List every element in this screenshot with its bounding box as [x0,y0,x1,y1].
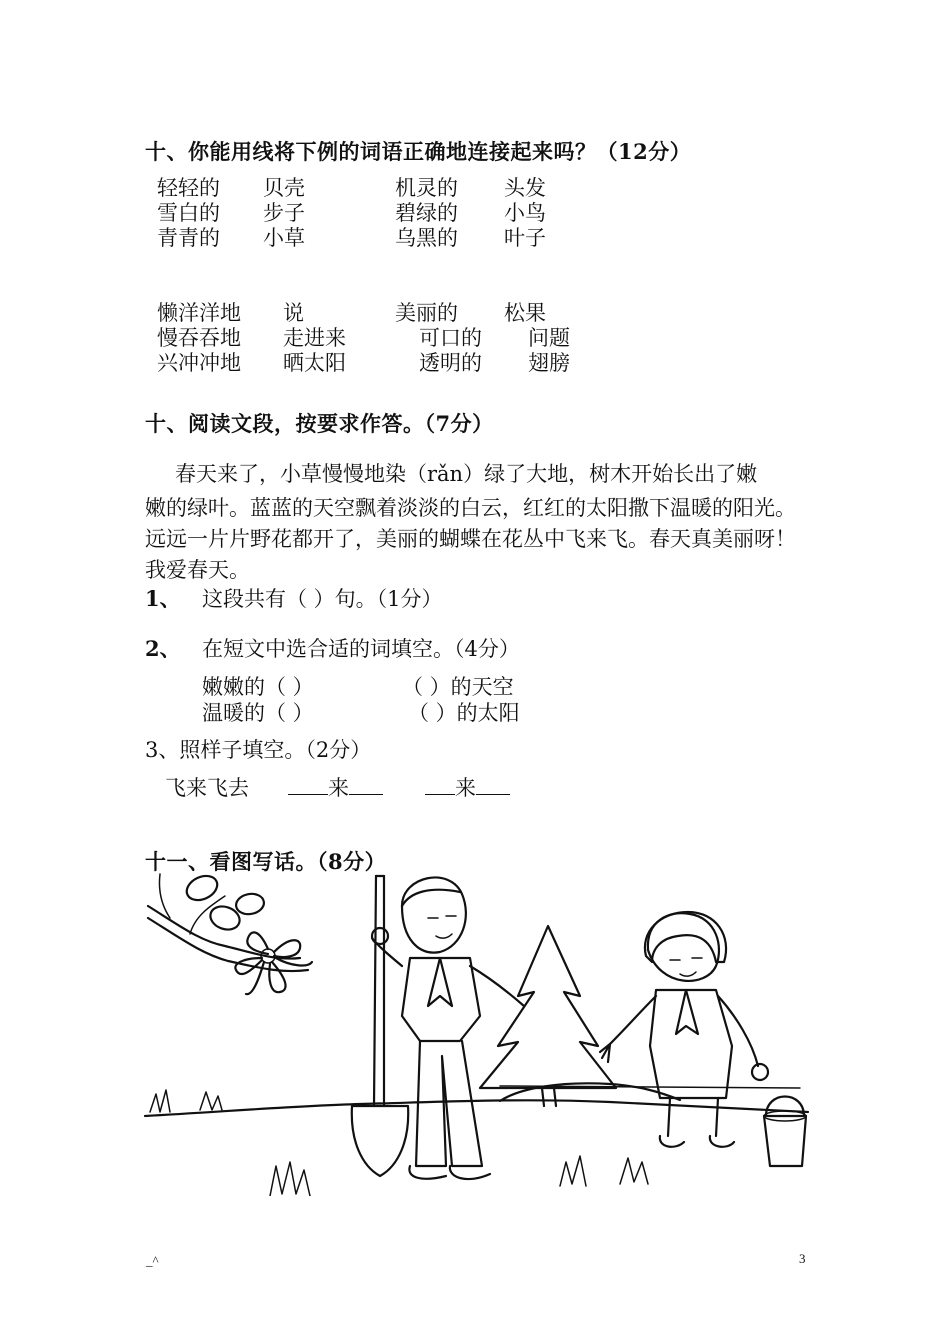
word-item: 贝壳 [263,176,305,200]
section-10b-title: 十、阅读文段，按要求作答。（7分） [145,411,494,436]
word-item: 晒太阳 [283,351,346,375]
flower-shape [235,932,312,994]
question-2-text: 在短文中选合适的词填空。（4分） [202,637,520,661]
word-item: 松果 [504,301,546,325]
word-item: 头发 [504,176,546,200]
girl-figure [600,912,768,1147]
pattern-char: 来 [455,776,476,800]
word-item: 问题 [528,326,570,350]
fill-blank-item: 温暖的（ ） [202,701,314,725]
word-item: 叶子 [504,226,546,250]
fill-blank-item: （ ）的太阳 [408,701,520,725]
word-item: 翅膀 [528,351,570,375]
word-item: 透明的 [419,351,482,375]
planting-illustration [140,866,810,1196]
word-item: 小鸟 [504,201,546,225]
bucket-shape [764,1097,806,1167]
pine-tree-shape [480,926,616,1106]
question-2-number: 2、 [145,636,181,661]
boy-figure [372,877,524,1179]
pattern-fill-1 [288,772,383,802]
pattern-fill-2 [425,772,510,802]
blank-line [349,776,383,795]
word-item: 小草 [263,226,305,250]
word-item: 步子 [263,201,305,225]
word-item: 乌黑的 [395,226,458,250]
word-item: 碧绿的 [395,201,458,225]
blank-line [288,776,328,795]
word-item: 青青的 [157,226,220,250]
word-item: 轻轻的 [157,176,220,200]
fill-blank-item: 嫩嫩的（ ） [202,675,314,699]
footer-mark: _^ [146,1253,159,1268]
word-item: 走进来 [283,326,346,350]
word-item: 机灵的 [395,176,458,200]
example-phrase: 飞来飞去 [165,776,249,800]
page-number: 3 [799,1251,806,1266]
fill-blank-item: （ ）的天空 [402,675,514,699]
section-11-title: 十一、看图写话。（8分） [145,849,387,874]
section-10a-title: 十、你能用线将下例的词语正确地连接起来吗？（12分） [145,139,692,164]
shovel-shape [352,876,408,1176]
question-1-number: 1、 [145,586,181,611]
pattern-char: 来 [328,776,349,800]
blank-line [425,776,455,795]
word-item: 说 [283,301,304,325]
word-item: 兴冲冲地 [157,351,241,375]
passage-body: 嫩的绿叶。蓝蓝的天空飘着淡淡的白云，红红的太阳撒下温暖的阳光。远远一片片野花都开了，美丽的蝴蝶在花丛中飞来飞。春天真美丽呀！我爱春天。 [145,496,796,582]
word-item: 懒洋洋地 [157,301,241,325]
question-1-text: 这段共有（ ）句。（1分） [202,587,443,611]
blank-line [476,776,510,795]
word-item: 雪白的 [157,201,220,225]
passage-first-line: 春天来了，小草慢慢地染（rǎn）绿了大地，树木开始长出了嫩 [175,462,758,486]
word-item: 美丽的 [395,301,458,325]
question-3-text: 3、照样子填空。（2分） [145,738,372,762]
word-item: 可口的 [419,326,482,350]
word-item: 慢吞吞地 [157,326,241,350]
